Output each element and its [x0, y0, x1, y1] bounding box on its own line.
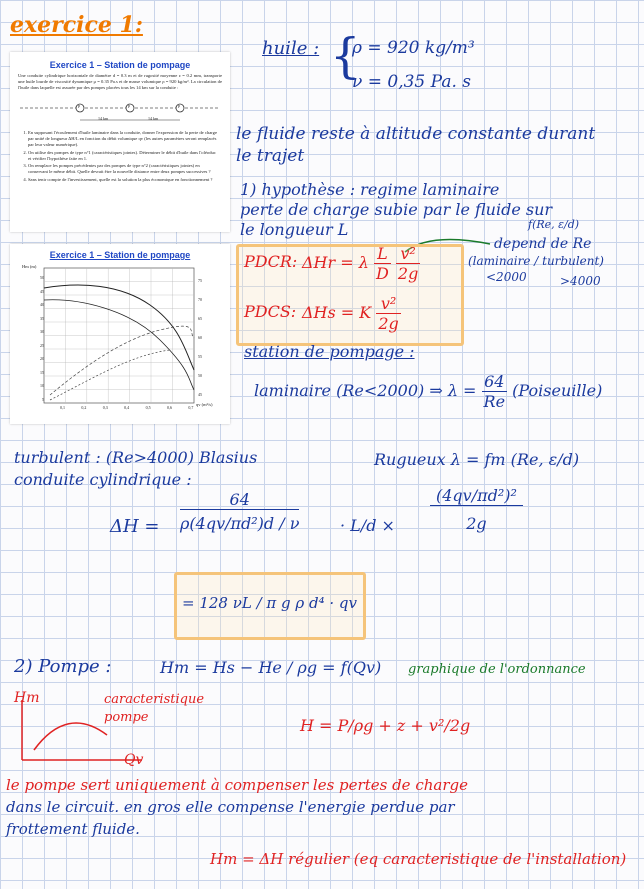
fluide-line-1: le fluide reste à altitude constante durant — [236, 124, 596, 144]
h-equation: H = P/ρg + z + v²/2g — [300, 716, 471, 735]
lambda-frac — [482, 372, 508, 411]
right-tick: 45 — [198, 392, 202, 397]
question-list — [28, 130, 220, 182]
pump-characteristic-card — [10, 244, 230, 424]
y-tick: 15 — [40, 369, 44, 375]
x-tick: 0,5 — [145, 405, 151, 410]
carac-label: caracteristique — [104, 692, 205, 707]
dh-right-den: 2g — [466, 514, 487, 533]
station-heading: station de pompage : — [244, 342, 415, 361]
turbulent-line: turbulent : (Re>4000) Blasius — [14, 448, 258, 467]
y-tick: 40 — [40, 302, 44, 307]
right-tick: 60 — [198, 335, 202, 340]
f-re-eps: f(Re, ε/d) — [528, 218, 580, 231]
result-formula: = 128 νL / π g ρ d⁴ · qv — [182, 594, 357, 612]
chart-x-label: qv (m³/s) — [196, 402, 213, 407]
pdcs-label: PDCS: — [244, 302, 297, 321]
x-tick: 0,6 — [166, 405, 172, 410]
brace-symbol: { — [330, 28, 361, 84]
lambda-num: 64 — [482, 372, 508, 392]
pdcs-equation — [302, 294, 401, 333]
question-item: 3. On remplace les pompes précédentes par des pompes de type n°2 (caractéristiques jointes) en conservant le même débit. Quelle devrait être la nouvelle distance entre deux pompes successives ? — [28, 163, 220, 175]
dh-mid: · L/d × — [340, 516, 395, 535]
y-tick: 30 — [40, 329, 44, 334]
exercise-document-card — [10, 52, 230, 232]
exercise-title: exercice 1: — [10, 12, 143, 38]
role-line-2: dans le circuit. en gros elle compense l'energie perdue par — [6, 798, 455, 816]
y-tick: 45 — [40, 288, 44, 294]
dh-right-num: (4qv/πd²)² — [430, 486, 523, 506]
lambda-den: Re — [483, 392, 506, 411]
l-over-d: $\frac{L}{D}$ — [375, 244, 389, 283]
y-tick: 50 — [40, 275, 44, 280]
poiseuille-text: (Poiseuille) — [512, 381, 603, 400]
pdcr-label: PDCR: — [244, 252, 298, 271]
x-tick: 0,4 — [124, 405, 130, 410]
segment-label-1: 14 km — [98, 116, 109, 122]
re-lt-2000: <2000 — [486, 270, 527, 284]
pump-label-1: P — [78, 104, 81, 110]
final-equation: Hm = ΔH régulier (eq caracteristique de l'installation) — [210, 850, 627, 868]
huile-label: huile : — [262, 38, 320, 59]
lam-turb: (laminaire / turbulent) — [468, 254, 604, 268]
fluide-line-2: le trajet — [236, 146, 305, 166]
dh-num: 64 — [180, 490, 299, 510]
dh-den: ρ(4qv/πd²)d / ν — [180, 514, 300, 533]
rugueux-line: Rugueux λ = fm (Re, ε/d) — [374, 450, 580, 469]
sketch-qv-axis: Qv — [124, 752, 144, 768]
hm-equation: Hm = Hs − He / ρg = f(Qv) — [160, 658, 382, 677]
segment-label-2: 14 km — [148, 116, 159, 122]
role-line-1: le pompe sert uniquement à compenser les pertes de charge — [6, 776, 468, 794]
x-tick: 0,1 — [60, 405, 65, 410]
x-tick: 0,2 — [81, 405, 87, 410]
dh-right-fraction — [430, 486, 523, 533]
right-tick: 55 — [198, 354, 202, 359]
depend-re: depend de Re — [494, 236, 592, 252]
pompe-label: pompe — [104, 710, 149, 725]
pipeline-drawing — [20, 94, 220, 126]
right-tick: 50 — [198, 373, 202, 378]
pompe-title: 2) Pompe : — [14, 656, 112, 677]
right-tick: 75 — [198, 278, 202, 283]
question-item: 4. Sans tenir compte de l'investissement, quelle est la solution la plus économique en fonctionnement ? — [28, 177, 220, 183]
dh-lhs: ΔH = — [110, 516, 160, 537]
pdcr-eq-text: ΔHr = λ — [302, 253, 369, 272]
pipeline-diagram — [20, 94, 220, 126]
question-item: 2. On utilise des pompes de type n°1 (caractéristiques jointes). Déterminer le débit d'huile dans l'oléoduc et vérifier l'hypothèse faite en 1. — [28, 150, 220, 162]
y-tick: 20 — [40, 356, 44, 361]
y-tick: 25 — [40, 342, 44, 348]
doc-intro: Une conduite cylindrique horizontale de diamètre d = 0.3 m et de rugosité moyenne ε = 0.2 mm, transporte une huile lourde de viscosité dynamique μ = 0.35 Pa.s et de masse volumique ρ = 920 kg/m³. La circulation de l'huile dans laquelle est assurée par des pompes placées tous les 14 km sur la conduite : — [18, 73, 222, 90]
v2-over-2g: $\frac{\text{v²}}{2g}$ — [397, 244, 419, 283]
y-tick: 10 — [40, 383, 44, 388]
sketch-hm-axis: Hm — [14, 690, 40, 706]
laminaire-line — [254, 372, 602, 411]
chart-right-ticks — [198, 271, 212, 404]
question-item: 1. En supposant l'écoulement d'huile laminaire dans la conduite, donner l'expression de la perte de charge par unité de longueur ΔH/L en fonction du débit volumique qv (les autres paramètres seront remplacés par leur valeur numérique). — [28, 130, 220, 147]
chart-y-label: Hm (m) — [22, 264, 37, 269]
hyp-line-2: perte de charge subie par le fluide sur — [240, 200, 553, 219]
right-tick: 70 — [198, 297, 202, 302]
pump-label-3: P — [178, 104, 181, 110]
x-tick: 0,3 — [102, 405, 108, 410]
y-tick: 35 — [40, 315, 44, 321]
hyp-line-3: le longueur L — [240, 220, 349, 239]
pdcr-equation — [302, 244, 420, 283]
hyp-line-1: 1) hypothèse : regime laminaire — [240, 180, 500, 199]
doc-card-title: Exercice 1 – Station de pompage — [49, 60, 191, 70]
re-gt-4000: >4000 — [560, 274, 601, 288]
x-tick: 0,7 — [188, 405, 194, 410]
v2-over-2g-s: $\frac{\text{v²}}{2g}$ — [378, 294, 399, 333]
nu-value: ν = 0,35 Pa. s — [352, 72, 471, 92]
pump-label-2: P — [128, 104, 131, 110]
laminaire-text: laminaire (Re<2000) ⇒ λ = — [254, 381, 477, 400]
conduite-line: conduite cylindrique : — [14, 470, 192, 489]
chart-card-title: Exercice 1 – Station de pompage — [49, 250, 191, 260]
dh-fraction — [180, 490, 299, 533]
graphique-note: graphique de l'ordonnance — [408, 662, 586, 677]
chart-x-ticks — [60, 405, 210, 410]
right-tick: 65 — [198, 316, 202, 321]
role-line-3: frottement fluide. — [6, 820, 140, 838]
pdcs-eq-text: ΔHs = K — [302, 303, 372, 322]
rho-value: ρ = 920 kg/m³ — [352, 38, 475, 58]
chart-y-ticks — [32, 271, 44, 406]
y-tick: 5 — [42, 396, 44, 402]
